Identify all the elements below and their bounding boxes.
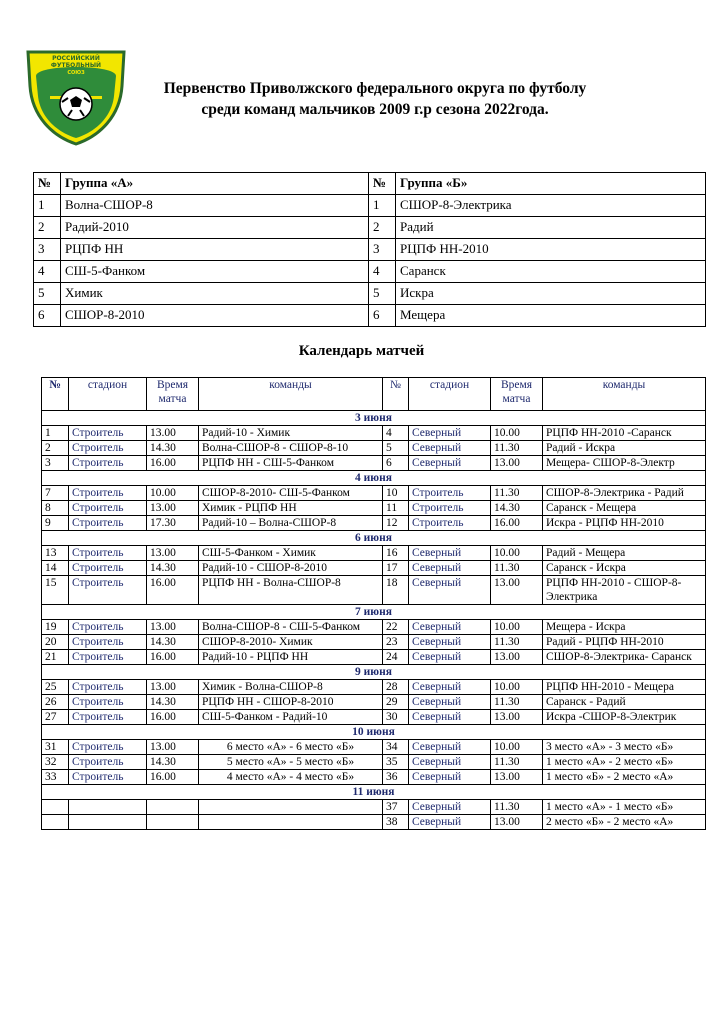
stadium: Строитель xyxy=(69,695,147,710)
stadium: Строитель xyxy=(409,501,491,516)
stadium: Строитель xyxy=(69,770,147,785)
stadium: Северный xyxy=(409,650,491,665)
match-date: 3 июня xyxy=(42,411,706,426)
match-time: 13.00 xyxy=(491,650,543,665)
stadium: Северный xyxy=(409,620,491,635)
group-a-number: 3 xyxy=(34,239,61,261)
date-row xyxy=(42,411,706,426)
match-time: 14.30 xyxy=(147,695,199,710)
group-b-no-header: № xyxy=(369,173,396,195)
match-time: 14.30 xyxy=(147,561,199,576)
match-date: 6 июня xyxy=(42,531,706,546)
match-row xyxy=(42,516,706,531)
match-row xyxy=(42,800,706,815)
match-teams: СШ-5-Фанком - Химик xyxy=(199,546,383,561)
stadium: Северный xyxy=(409,635,491,650)
group-a-no-header: № xyxy=(34,173,61,195)
stadium: Северный xyxy=(409,740,491,755)
rfs-logo xyxy=(24,46,128,146)
match-time: 11.30 xyxy=(491,800,543,815)
match-number: 38 xyxy=(383,815,409,830)
stadium: Строитель xyxy=(69,740,147,755)
match-date: 7 июня xyxy=(42,605,706,620)
date-row xyxy=(42,471,706,486)
match-time: 13.00 xyxy=(147,546,199,561)
match-row xyxy=(42,710,706,725)
match-teams: 1 место «Б» - 2 место «А» xyxy=(543,770,706,785)
match-teams: СШОР-8-Электрика- Саранск xyxy=(543,650,706,665)
stadium: Строитель xyxy=(69,456,147,471)
match-time: 16.00 xyxy=(147,770,199,785)
match-teams xyxy=(199,800,383,815)
match-row xyxy=(42,635,706,650)
match-teams: Саранск - Мещера xyxy=(543,501,706,516)
stadium: Строитель xyxy=(69,620,147,635)
match-row xyxy=(42,815,706,830)
match-number: 32 xyxy=(42,755,69,770)
match-row xyxy=(42,486,706,501)
match-number: 35 xyxy=(383,755,409,770)
col-time-1 xyxy=(147,378,199,411)
group-b-team: Саранск xyxy=(396,261,706,283)
match-time: 11.30 xyxy=(491,695,543,710)
match-teams: 5 место «А» - 5 место «Б» xyxy=(199,755,383,770)
match-number: 16 xyxy=(383,546,409,561)
match-teams xyxy=(199,815,383,830)
match-time: 13.00 xyxy=(147,620,199,635)
stadium: Строитель xyxy=(69,710,147,725)
match-number: 19 xyxy=(42,620,69,635)
match-number: 10 xyxy=(383,486,409,501)
group-b-team: СШОР-8-Электрика xyxy=(396,195,706,217)
group-a-team: СШОР-8-2010 xyxy=(61,305,369,327)
match-time xyxy=(147,815,199,830)
group-a-team: Волна-СШОР-8 xyxy=(61,195,369,217)
match-time: 11.30 xyxy=(491,441,543,456)
match-teams: РЦПФ НН - Волна-СШОР-8 xyxy=(199,576,383,605)
match-row xyxy=(42,680,706,695)
match-date: 11 июня xyxy=(42,785,706,800)
date-row xyxy=(42,665,706,680)
match-row xyxy=(42,755,706,770)
match-time: 11.30 xyxy=(491,561,543,576)
match-date: 10 июня xyxy=(42,725,706,740)
group-b-number: 1 xyxy=(369,195,396,217)
stadium: Северный xyxy=(409,680,491,695)
stadium: Строитель xyxy=(69,755,147,770)
group-b-number: 3 xyxy=(369,239,396,261)
match-number: 34 xyxy=(383,740,409,755)
match-teams: СШОР-8-Электрика - Радий xyxy=(543,486,706,501)
match-row xyxy=(42,740,706,755)
stadium: Северный xyxy=(409,441,491,456)
match-number: 33 xyxy=(42,770,69,785)
stadium: Северный xyxy=(409,426,491,441)
match-row xyxy=(42,561,706,576)
match-time: 13.00 xyxy=(491,576,543,605)
match-row xyxy=(42,546,706,561)
match-teams: Волна-СШОР-8 - СШОР-8-10 xyxy=(199,441,383,456)
match-number: 13 xyxy=(42,546,69,561)
match-time: 11.30 xyxy=(491,755,543,770)
calendar-header-row xyxy=(42,378,706,411)
page-title xyxy=(135,78,615,120)
match-number: 1 xyxy=(42,426,69,441)
date-row xyxy=(42,605,706,620)
match-number: 28 xyxy=(383,680,409,695)
svg-text:ФУТБОЛЬНЫЙ: ФУТБОЛЬНЫЙ xyxy=(50,62,102,69)
match-row xyxy=(42,456,706,471)
group-b-team: Мещера xyxy=(396,305,706,327)
match-teams: Радий-10 – Волна-СШОР-8 xyxy=(199,516,383,531)
match-number: 3 xyxy=(42,456,69,471)
match-time: 16.00 xyxy=(491,516,543,531)
match-time: 13.00 xyxy=(147,426,199,441)
match-time: 10.00 xyxy=(491,680,543,695)
date-row xyxy=(42,531,706,546)
match-row xyxy=(42,770,706,785)
match-teams: Саранск - Радий xyxy=(543,695,706,710)
group-b-team: Радий xyxy=(396,217,706,239)
match-number xyxy=(42,815,69,830)
match-number: 36 xyxy=(383,770,409,785)
match-teams: РЦПФ НН-2010 -Саранск xyxy=(543,426,706,441)
stadium: Северный xyxy=(409,800,491,815)
group-row xyxy=(34,261,706,283)
match-teams: Радий-10 - РЦПФ НН xyxy=(199,650,383,665)
stadium: Строитель xyxy=(69,680,147,695)
match-number: 5 xyxy=(383,441,409,456)
match-number: 9 xyxy=(42,516,69,531)
group-b-number: 5 xyxy=(369,283,396,305)
stadium: Северный xyxy=(409,815,491,830)
match-time: 16.00 xyxy=(147,710,199,725)
group-b-team: РЦПФ НН-2010 xyxy=(396,239,706,261)
stadium: Строитель xyxy=(69,650,147,665)
match-row xyxy=(42,650,706,665)
match-number: 8 xyxy=(42,501,69,516)
stadium: Северный xyxy=(409,695,491,710)
date-row xyxy=(42,785,706,800)
group-row xyxy=(34,239,706,261)
stadium: Строитель xyxy=(69,501,147,516)
title-line-2: среди команд мальчиков 2009 г.р сезона 2022года. xyxy=(201,101,549,118)
match-teams: 6 место «А» - 6 место «Б» xyxy=(199,740,383,755)
match-number: 21 xyxy=(42,650,69,665)
match-teams: Искра -СШОР-8-Электрик xyxy=(543,710,706,725)
match-teams: Искра - РЦПФ НН-2010 xyxy=(543,516,706,531)
stadium: Строитель xyxy=(69,576,147,605)
match-number: 7 xyxy=(42,486,69,501)
stadium: Строитель xyxy=(69,546,147,561)
groups-header-row xyxy=(34,173,706,195)
match-teams: Волна-СШОР-8 - СШ-5-Фанком xyxy=(199,620,383,635)
stadium: Строитель xyxy=(69,516,147,531)
match-row xyxy=(42,620,706,635)
match-date: 9 июня xyxy=(42,665,706,680)
match-teams: РЦПФ НН-2010 - Мещера xyxy=(543,680,706,695)
match-time: 16.00 xyxy=(147,576,199,605)
group-a-number: 4 xyxy=(34,261,61,283)
group-a-team: Химик xyxy=(61,283,369,305)
match-number: 6 xyxy=(383,456,409,471)
match-time: 13.00 xyxy=(491,456,543,471)
match-time: 14.30 xyxy=(147,441,199,456)
match-teams: РЦПФ НН-2010 - СШОР-8-Электрика xyxy=(543,576,706,605)
match-time: 17.30 xyxy=(147,516,199,531)
stadium: Северный xyxy=(409,561,491,576)
group-a-team: Радий-2010 xyxy=(61,217,369,239)
calendar-table xyxy=(41,377,706,830)
title-line-1: Первенство Приволжского федерального округа по футболу xyxy=(163,80,587,97)
match-number: 12 xyxy=(383,516,409,531)
group-a-number: 2 xyxy=(34,217,61,239)
group-a-number: 1 xyxy=(34,195,61,217)
match-time: 13.00 xyxy=(147,740,199,755)
match-teams: Радий - Искра xyxy=(543,441,706,456)
match-teams: РЦПФ НН - СШОР-8-2010 xyxy=(199,695,383,710)
match-teams: Радий-10 - Химик xyxy=(199,426,383,441)
match-number: 18 xyxy=(383,576,409,605)
col-teams-2: команды xyxy=(543,378,706,411)
col-teams-1: команды xyxy=(199,378,383,411)
match-number: 31 xyxy=(42,740,69,755)
match-teams: СШОР-8-2010- Химик xyxy=(199,635,383,650)
match-number: 22 xyxy=(383,620,409,635)
match-number: 25 xyxy=(42,680,69,695)
match-time: 13.00 xyxy=(491,815,543,830)
match-time: 10.00 xyxy=(147,486,199,501)
match-number: 24 xyxy=(383,650,409,665)
date-row xyxy=(42,725,706,740)
match-number: 15 xyxy=(42,576,69,605)
match-date: 4 июня xyxy=(42,471,706,486)
match-teams: Саранск - Искра xyxy=(543,561,706,576)
match-number xyxy=(42,800,69,815)
stadium: Строитель xyxy=(69,635,147,650)
stadium: Строитель xyxy=(69,486,147,501)
col-time-2 xyxy=(491,378,543,411)
match-time: 13.00 xyxy=(491,710,543,725)
match-teams: Радий - РЦПФ НН-2010 xyxy=(543,635,706,650)
group-b-number: 2 xyxy=(369,217,396,239)
group-a-header: Группа «А» xyxy=(61,173,369,195)
svg-text:СОЮЗ: СОЮЗ xyxy=(67,70,85,76)
stadium: Строитель xyxy=(69,426,147,441)
group-a-number: 5 xyxy=(34,283,61,305)
stadium: Северный xyxy=(409,770,491,785)
stadium xyxy=(69,800,147,815)
calendar-title: Календарь матчей xyxy=(298,343,425,359)
match-teams: Химик - Волна-СШОР-8 xyxy=(199,680,383,695)
match-time: 14.30 xyxy=(147,635,199,650)
match-number: 20 xyxy=(42,635,69,650)
col-no-2: № xyxy=(383,378,409,411)
match-time: 11.30 xyxy=(491,486,543,501)
stadium: Северный xyxy=(409,710,491,725)
col-stadium-1: стадион xyxy=(69,378,147,411)
match-time: 16.00 xyxy=(147,650,199,665)
match-time xyxy=(147,800,199,815)
groups-table xyxy=(33,172,706,327)
stadium: Строитель xyxy=(69,441,147,456)
match-time: 13.00 xyxy=(491,770,543,785)
match-teams: Радий-10 - СШОР-8-2010 xyxy=(199,561,383,576)
group-b-number: 6 xyxy=(369,305,396,327)
match-teams: СШ-5-Фанком - Радий-10 xyxy=(199,710,383,725)
match-teams: 1 место «А» - 2 место «Б» xyxy=(543,755,706,770)
match-time: 13.00 xyxy=(147,501,199,516)
col-time-1-line2: матча xyxy=(158,393,187,405)
group-b-number: 4 xyxy=(369,261,396,283)
group-row xyxy=(34,305,706,327)
match-row xyxy=(42,695,706,710)
match-teams: Мещера- СШОР-8-Электр xyxy=(543,456,706,471)
group-row xyxy=(34,195,706,217)
group-b-header: Группа «Б» xyxy=(396,173,706,195)
match-teams: Химик - РЦПФ НН xyxy=(199,501,383,516)
match-time: 14.30 xyxy=(147,755,199,770)
svg-text:РОССИЙСКИЙ: РОССИЙСКИЙ xyxy=(52,55,100,62)
match-time: 16.00 xyxy=(147,456,199,471)
stadium: Строитель xyxy=(409,486,491,501)
match-time: 14.30 xyxy=(491,501,543,516)
match-number: 14 xyxy=(42,561,69,576)
col-no-1: № xyxy=(42,378,69,411)
group-row xyxy=(34,217,706,239)
match-teams: Мещера - Искра xyxy=(543,620,706,635)
col-stadium-2: стадион xyxy=(409,378,491,411)
stadium: Северный xyxy=(409,456,491,471)
match-time: 10.00 xyxy=(491,620,543,635)
col-time-2-line2: матча xyxy=(502,393,531,405)
match-number: 30 xyxy=(383,710,409,725)
stadium xyxy=(69,815,147,830)
stadium: Строитель xyxy=(409,516,491,531)
match-number: 23 xyxy=(383,635,409,650)
match-row xyxy=(42,426,706,441)
stadium: Северный xyxy=(409,546,491,561)
group-row xyxy=(34,283,706,305)
match-row xyxy=(42,576,706,605)
match-teams: Радий - Мещера xyxy=(543,546,706,561)
match-number: 27 xyxy=(42,710,69,725)
match-number: 26 xyxy=(42,695,69,710)
match-teams: 4 место «А» - 4 место «Б» xyxy=(199,770,383,785)
match-teams: РЦПФ НН - СШ-5-Фанком xyxy=(199,456,383,471)
group-a-team: СШ-5-Фанком xyxy=(61,261,369,283)
match-number: 29 xyxy=(383,695,409,710)
match-number: 17 xyxy=(383,561,409,576)
stadium: Строитель xyxy=(69,561,147,576)
stadium: Северный xyxy=(409,576,491,605)
match-teams: 2 место «Б» - 2 место «А» xyxy=(543,815,706,830)
match-time: 10.00 xyxy=(491,426,543,441)
group-a-team: РЦПФ НН xyxy=(61,239,369,261)
match-time: 10.00 xyxy=(491,740,543,755)
match-row xyxy=(42,501,706,516)
match-teams: СШОР-8-2010- СШ-5-Фанком xyxy=(199,486,383,501)
match-teams: 3 место «А» - 3 место «Б» xyxy=(543,740,706,755)
match-teams: 1 место «А» - 1 место «Б» xyxy=(543,800,706,815)
match-time: 10.00 xyxy=(491,546,543,561)
col-time-1-line1: Время xyxy=(156,379,189,391)
match-time: 13.00 xyxy=(147,680,199,695)
col-time-2-line1: Время xyxy=(500,379,533,391)
group-a-number: 6 xyxy=(34,305,61,327)
match-row xyxy=(42,441,706,456)
stadium: Северный xyxy=(409,755,491,770)
match-number: 37 xyxy=(383,800,409,815)
match-number: 4 xyxy=(383,426,409,441)
match-number: 2 xyxy=(42,441,69,456)
match-number: 11 xyxy=(383,501,409,516)
match-time: 11.30 xyxy=(491,635,543,650)
group-b-team: Искра xyxy=(396,283,706,305)
